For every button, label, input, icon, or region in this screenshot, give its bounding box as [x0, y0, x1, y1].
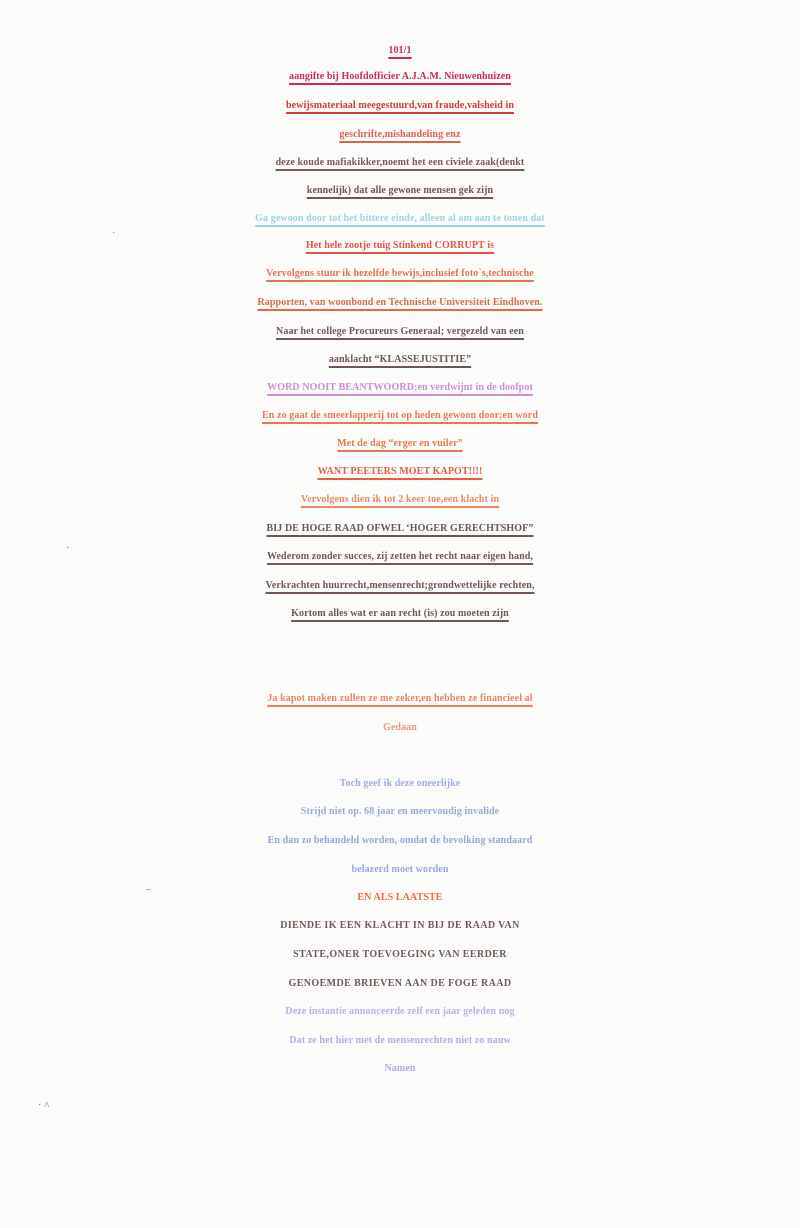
letter-line-2: bewijsmateriaal meegestuurd,van fraude,valsheid in	[285, 100, 515, 111]
letter-line-32: Dat ze het hier met de mensenrechten niet zo nauw	[289, 1035, 511, 1046]
letter-line-9: Rapporten, van woonbond en Technische Universiteit Eindhoven.	[257, 297, 543, 308]
letter-line-24: Strijd niet op. 68 jaar en meervoudig invalide	[300, 806, 500, 817]
page-number: 101/1	[388, 45, 412, 56]
letter-line-25: En dan zo behandeld worden, omdat de bevolking standaard	[267, 835, 533, 846]
letter-line-16: Vervolgens dien ik tot 2 keer toe,een klacht in	[300, 494, 500, 505]
letter-line-15: WANT PEETERS MOET KAPOT!!!!	[317, 466, 483, 477]
letter-line-4: deze koude mafiakikker,noemt het een civiele zaak(denkt	[275, 157, 525, 168]
letter-line-27: EN ALS LAATSTE	[357, 892, 443, 903]
letter-line-13: En zo gaat de smeerlapperij tot op heden gewoon door;en word	[262, 410, 538, 421]
letter-line-31: Deze instantie annonceerde zelf een jaar geleden nog	[285, 1006, 515, 1017]
letter-line-23: Toch geef ik deze oneerlijke	[339, 778, 461, 789]
letter-line-30: GENOEMDE BRIEVEN AAN DE FOGE RAAD	[288, 978, 512, 989]
letter-line-10: Naar het college Procureurs Generaal; vergezeld van een	[276, 326, 524, 337]
letter-line-18: Wederom zonder succes, zij zetten het recht naar eigen hand,	[266, 551, 534, 562]
scan-speck: –	[146, 884, 151, 895]
letter-line-7: Het hele zootje tuig Stinkend CORRUPT is	[305, 240, 495, 251]
letter-line-6: Ga gewoon door tot het bittere einde, alleen al om aan te tonen dat	[255, 213, 545, 224]
letter-line-28: DIENDE IK EEN KLACHT IN BIJ DE RAAD VAN	[280, 920, 520, 931]
letter-line-1: aangifte bij Hoofdofficier A.J.A.M. Nieuwenhuizen	[289, 71, 511, 82]
letter-line-33: Namen	[384, 1063, 416, 1074]
letter-line-19: Verkrachten huurrecht,mensenrecht;grondwettelijke rechten,	[265, 580, 535, 591]
letter-line-14: Met de dag “erger en vuiler”	[337, 438, 463, 449]
letter-line-21: Ja kapot maken zullen ze me zeker,en hebben ze financieel al	[267, 693, 533, 704]
letter-line-5: kennelijk) dat alle gewone mensen gek zijn	[306, 185, 494, 196]
letter-line-3: geschrifte,mishandeling enz	[339, 129, 461, 140]
scan-speck: ·	[66, 543, 70, 554]
letter-line-8: Vervolgens stuur ik hezelfde bewijs,inclusief foto`s,technische	[266, 268, 534, 279]
letter-line-26: belazerd moet worden	[351, 864, 449, 875]
letter-line-11: aanklacht “KLASSEJUSTITIE”	[328, 354, 472, 365]
letter-line-29: STATE,ONER TOEVOEGING VAN EERDER	[293, 949, 507, 960]
scan-speck: ·	[112, 228, 116, 239]
letter-line-22: Gedaan	[383, 722, 417, 733]
scan-speck: · ˄	[38, 1100, 50, 1111]
letter-line-20: Kortom alles wat er aan recht (is) zou moeten zijn	[291, 608, 509, 619]
letter-line-12: WORD NOOIT BEANTWOORD;en verdwijnt in de doofpot	[267, 382, 533, 393]
letter-line-17: BIJ DE HOGE RAAD OFWEL ‘HOGER GERECHTSHOF”	[266, 523, 534, 534]
